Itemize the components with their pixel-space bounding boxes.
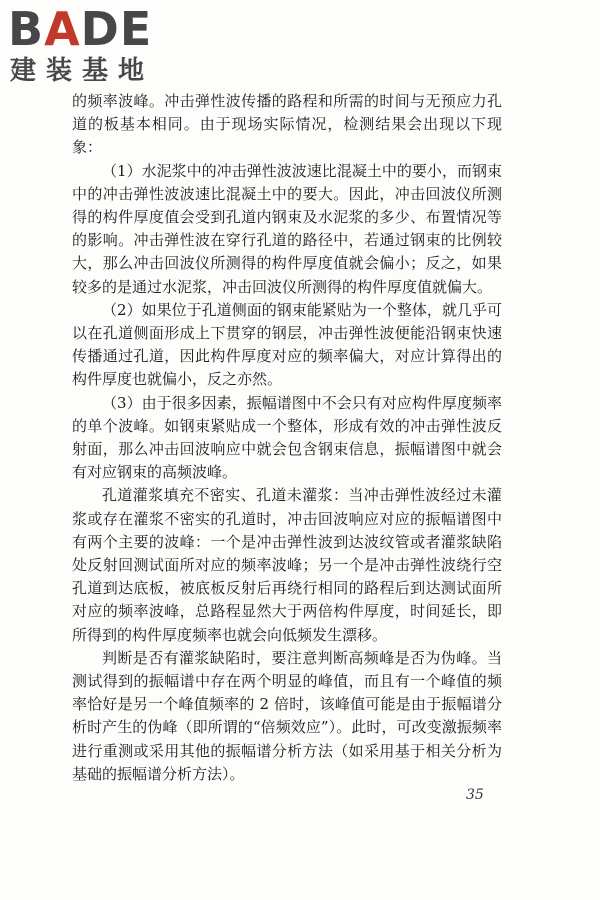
paragraph-item-2: （2）如果位于孔道侧面的钢束能紧贴为一个整体，就几乎可以在孔道侧面形成上下贯穿的钢层，冲击弹性波便能沿钢束快速传播通过孔道，因此构件厚度对应的频率偏大，对应计算得出的构件厚度也就偏小，反之亦然。 <box>72 300 502 389</box>
logo-letter-b: B <box>8 2 45 56</box>
body-text <box>72 90 502 786</box>
logo-subtitle: 建装基地 <box>10 56 155 86</box>
logo-letter-a-accent: A <box>44 2 81 56</box>
paragraph-grouting-defect: 孔道灌浆填充不密实、孔道未灌浆：当冲击弹性波经过未灌浆或存在灌浆不密实的孔道时，冲击回波响应对应的振幅谱图中有两个主要的波峰：一个是冲击弹性波到达波纹管或者灌浆缺陷处反射回测试面所对应的频率波峰；另一个是冲击弹性波绕行空孔道到达底板，被底板反射后再绕行相同的路程后到达测试面所对应的频率波峰，总路程显然大于两倍构件厚度，时间延长，即所得到的构件厚度频率也就会向低频发生漂移。 <box>72 486 502 644</box>
logo-letters-de: DE <box>80 2 153 56</box>
page-number: 35 <box>466 787 484 803</box>
paragraph-item-3: （3）由于很多因素，振幅谱图中不会只有对应构件厚度频率的单个波峰。如钢束紧贴成一个整体，形成有效的冲击弹性波反射面，那么冲击回波响应中就会包含钢束信息，振幅谱图中就会有对应钢束的高频波峰。 <box>72 393 502 482</box>
paragraph-continuation: 的频率波峰。冲击弹性波传播的路程和所需的时间与无预应力孔道的板基本相同。由于现场实际情况，检测结果会出现以下现象： <box>72 92 502 157</box>
paragraph-false-peak: 判断是否有灌浆缺陷时，要注意判断高频峰是否为伪峰。当测试得到的振幅谱中存在两个明显的峰值，而且有一个峰值的频率恰好是另一个峰值频率的 2 倍时，该峰值可能是由于振幅谱分析时产生的伪峰（即所谓的“倍频效应”）。此时，可改变激振频率进行重测或采用其他的振幅谱分析方法（如采用基于相关分析为基础的振幅谱分析方法）。 <box>72 648 502 783</box>
logo-wordmark <box>8 2 152 56</box>
bade-logo <box>8 2 188 88</box>
paragraph-item-1: （1）水泥浆中的冲击弹性波波速比混凝土中的要小，而钢束中的冲击弹性波波速比混凝土中的要大。因此，冲击回波仪所测得的构件厚度值会受到孔道内钢束及水泥浆的多少、布置情况等的影响。冲击弹性波在穿行孔道的路径中，若通过钢束的比例较大，那么冲击回波仪所测得的构件厚度值就会偏小；反之，如果较多的是通过水泥浆，冲击回波仪所测得的构件厚度值就偏大。 <box>72 161 502 296</box>
